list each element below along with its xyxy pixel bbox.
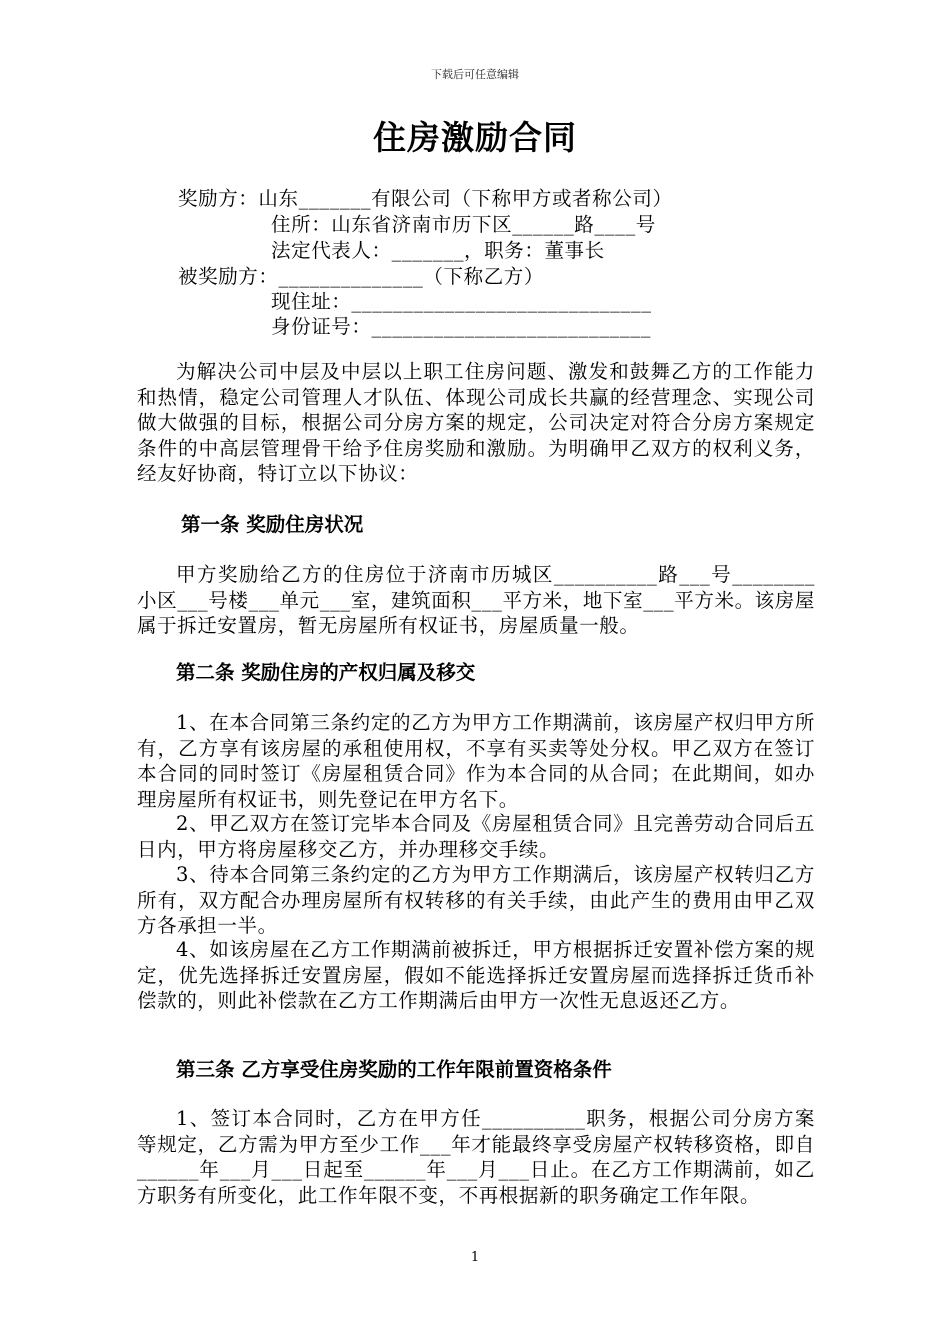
- intro-paragraph: 为解决公司中层及中层以上职工住房问题、激发和鼓舞乙方的工作能力和热情，稳定公司管理人才队伍、体现公司成长共赢的经营理念、实现公司做大做强的目标，根据公司分房方案的规定，公司决定对符合分房方案规定条件的中高层管理骨干给予住房奖励和激励。为明确甲乙双方的权利义务，经友好协商，特订立以下协议：: [137, 360, 815, 486]
- article-3-heading: 第三条 乙方享受住房奖励的工作年限前置资格条件: [176, 1058, 612, 1081]
- party-a-line: 奖励方：山东_______有限公司（下称甲方或者称公司）: [178, 187, 673, 210]
- party-a-representative-line: 法定代表人：_______，职务：董事长: [271, 239, 605, 262]
- article-1-paragraph: 甲方奖励给乙方的住房位于济南市历城区__________路___号________小区___号楼___单元___室，建筑面积___平方米，地下室___平方米。该房屋属于拆迁安置房，暂无房屋所有权证书，房屋质量一般。: [137, 563, 815, 638]
- party-a-address-line: 住所：山东省济南市历下区______路____号: [271, 213, 656, 236]
- page-header-note: 下载后可任意编辑: [431, 68, 519, 81]
- article-3-item-1: 1、签订本合同时，乙方在甲方任__________职务，根据公司分房方案等规定，乙方需为甲方至少工作___年才能最终享受房屋产权转移资格，即自______年___月___日起至______年___月___日止。在乙方工作期满前，如乙方职务有所变化，此工作年限不变，不再根据新的职务确定工作年限。: [137, 1107, 815, 1207]
- article-2-item-3: 3、待本合同第三条约定的乙方为甲方工作期满后，该房屋产权转归乙方所有，双方配合办理房屋所有权转移的有关手续，由此产生的费用由甲乙双方各承担一半。: [137, 863, 815, 938]
- article-1-heading: 第一条 奖励住房状况: [181, 513, 364, 536]
- party-b-line: 被奖励方：______________（下称乙方）: [178, 265, 544, 288]
- party-b-id-line: 身份证号：___________________________: [271, 315, 651, 338]
- article-2-heading: 第二条 奖励住房的产权归属及移交: [176, 661, 476, 684]
- article-2-item-2: 2、甲乙双方在签订完毕本合同及《房屋租赁合同》且完善劳动合同后五日内，甲方将房屋移交乙方，并办理移交手续。: [137, 812, 815, 861]
- article-2-item-4: 4、如该房屋在乙方工作期满前被拆迁，甲方根据拆迁安置补偿方案的规定，优先选择拆迁安置房屋，假如不能选择拆迁安置房屋而选择拆迁货币补偿款的，则此补偿款在乙方工作期满后由甲方一次性无息返还乙方。: [137, 938, 815, 1013]
- article-2-item-1: 1、在本合同第三条约定的乙方为甲方工作期满前，该房屋产权归甲方所有，乙方享有该房屋的承租使用权，不享有买卖等处分权。甲乙双方在签订本合同的同时签订《房屋租赁合同》作为本合同的从合同；在此期间，如办理房屋所有权证书，则先登记在甲方名下。: [137, 711, 815, 811]
- party-b-address-line: 现住址：_____________________________: [271, 290, 652, 313]
- document-title: 住房激励合同: [373, 118, 577, 157]
- page-number: 1: [470, 1250, 480, 1265]
